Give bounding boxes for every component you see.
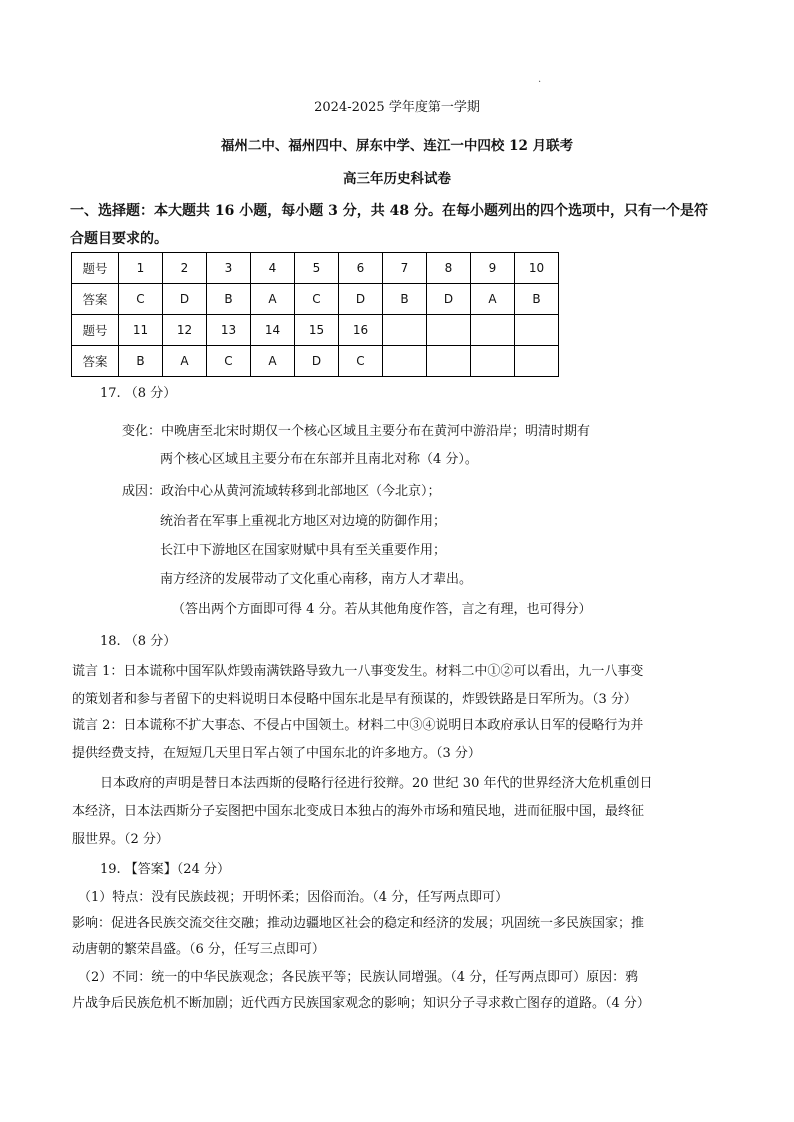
answer-cell: D [163, 284, 207, 315]
answer-cell: C [119, 284, 163, 315]
answer-cell: D [295, 346, 339, 377]
q18-paragraph-line: 服世界。（2 分） [72, 832, 169, 847]
q17-note: （答出两个方面即可得 4 分。若从其他角度作答，言之有理，也可得分） [172, 602, 592, 617]
answer-label: 答案 [72, 346, 119, 377]
answer-cell: D [427, 284, 471, 315]
answer-table [71, 252, 559, 377]
question-number: 12 [163, 315, 207, 346]
q17-cause-line: 统治者在军事上重视北方地区对边境的防御作用； [160, 514, 447, 529]
question-number: 15 [295, 315, 339, 346]
question-number: 6 [339, 253, 383, 284]
question-number: 11 [119, 315, 163, 346]
q18-lie2-line: 谎言 2：日本谎称不扩大事态、不侵占中国领土。材料二中③④说明日本政府承认日军的侵略行为并 [72, 718, 644, 733]
answer-cell: B [207, 284, 251, 315]
answer-cell: A [251, 346, 295, 377]
table-row [72, 346, 559, 377]
empty-cell [383, 346, 427, 377]
answer-cell: C [339, 346, 383, 377]
empty-cell [471, 346, 515, 377]
answer-cell: B [515, 284, 559, 315]
section1-intro: 一、选择题：本大题共 16 小题，每小题 3 分，共 48 分。在每小题列出的四个选项中，只有一个是符合题目要求的。 [70, 203, 708, 247]
q18-paragraph-line: 本经济，日本法西斯分子妄图把中国东北变成日本独占的海外市场和殖民地，进而征服中国，最终征 [72, 804, 645, 819]
question-number: 16 [339, 315, 383, 346]
answer-cell: D [339, 284, 383, 315]
answer-cell: C [295, 284, 339, 315]
question-number: 7 [383, 253, 427, 284]
q19-part1-line: 影响：促进各民族交流交往交融；推动边疆地区社会的稳定和经济的发展；巩固统一多民族国家；推 [72, 916, 645, 931]
q19-part1-line: （1）特点：没有民族歧视；开明怀柔；因俗而治。（4 分，任写两点即可） [78, 890, 509, 905]
empty-cell [427, 346, 471, 377]
table-row [72, 315, 559, 346]
question-label: 题号 [72, 253, 119, 284]
corner-dot: . [538, 74, 542, 85]
answer-cell: A [251, 284, 295, 315]
schools-line: 福州二中、福州四中、屏东中学、连江一中四校 12 月联考 [220, 138, 574, 154]
question-number: 5 [295, 253, 339, 284]
q19-part2-line: 片战争后民族危机不断加剧；近代西方民族国家观念的影响；知识分子寻求救亡图存的道路。（4 分） [72, 996, 650, 1011]
q17-change-line: 两个核心区域且主要分布在东部并且南北对称（4 分）。 [160, 452, 478, 467]
question-number: 8 [427, 253, 471, 284]
answer-cell: A [163, 346, 207, 377]
q17-change-line: 变化：中晚唐至北宋时期仅一个核心区域且主要分布在黄河中游沿岸；明清时期有 [122, 424, 591, 439]
question-number: 10 [515, 253, 559, 284]
question-number: 3 [207, 253, 251, 284]
empty-cell [515, 346, 559, 377]
question-number: 14 [251, 315, 295, 346]
answer-cell: A [471, 284, 515, 315]
q17-cause-line: 南方经济的发展带动了文化重心南移，南方人才辈出。 [160, 572, 473, 587]
q18-lie1-line: 的策划者和参与者留下的史料说明日本侵略中国东北是早有预谋的，炸毁铁路是日军所为。（3 分） [72, 692, 637, 707]
answer-cell: B [383, 284, 427, 315]
empty-cell [427, 315, 471, 346]
answer-cell: C [207, 346, 251, 377]
q18-lie1-line: 谎言 1：日本谎称中国军队炸毁南满铁路导致九一八事变发生。材料二中①②可以看出，九一八事变 [72, 664, 644, 679]
empty-cell [383, 315, 427, 346]
q19-heading: 19. 【答案】（24 分） [100, 862, 230, 877]
table-row [72, 284, 559, 315]
question-number: 2 [163, 253, 207, 284]
school-year: 2024-2025 学年度第一学期 [314, 100, 480, 115]
answer-label: 答案 [72, 284, 119, 315]
q17-heading: 17. （8 分） [100, 386, 177, 401]
q18-heading: 18. （8 分） [100, 634, 177, 649]
answer-cell: B [119, 346, 163, 377]
table-row [72, 253, 559, 284]
q19-part1-line: 动唐朝的繁荣昌盛。（6 分，任写三点即可） [72, 942, 325, 957]
empty-cell [471, 315, 515, 346]
question-number: 13 [207, 315, 251, 346]
question-number: 4 [251, 253, 295, 284]
q18-lie2-line: 提供经费支持，在短短几天里日军占领了中国东北的许多地方。（3 分） [72, 746, 481, 761]
q17-cause-line: 成因：政治中心从黄河流域转移到北部地区（今北京）； [122, 484, 441, 499]
q18-paragraph-line: 日本政府的声明是替日本法西斯的侵略行径进行狡辩。20 世纪 30 年代的世界经济大危机重创日 [100, 776, 653, 791]
empty-cell [515, 315, 559, 346]
question-number: 1 [119, 253, 163, 284]
question-label: 题号 [72, 315, 119, 346]
question-number: 9 [471, 253, 515, 284]
q17-cause-line: 长江中下游地区在国家财赋中具有至关重要作用； [160, 543, 447, 558]
exam-title: 高三年历史科试卷 [343, 171, 451, 187]
q19-part2-line: （2）不同：统一的中华民族观念；各民族平等；民族认同增强。（4 分，任写两点即可）原因：鸦 [78, 970, 639, 985]
